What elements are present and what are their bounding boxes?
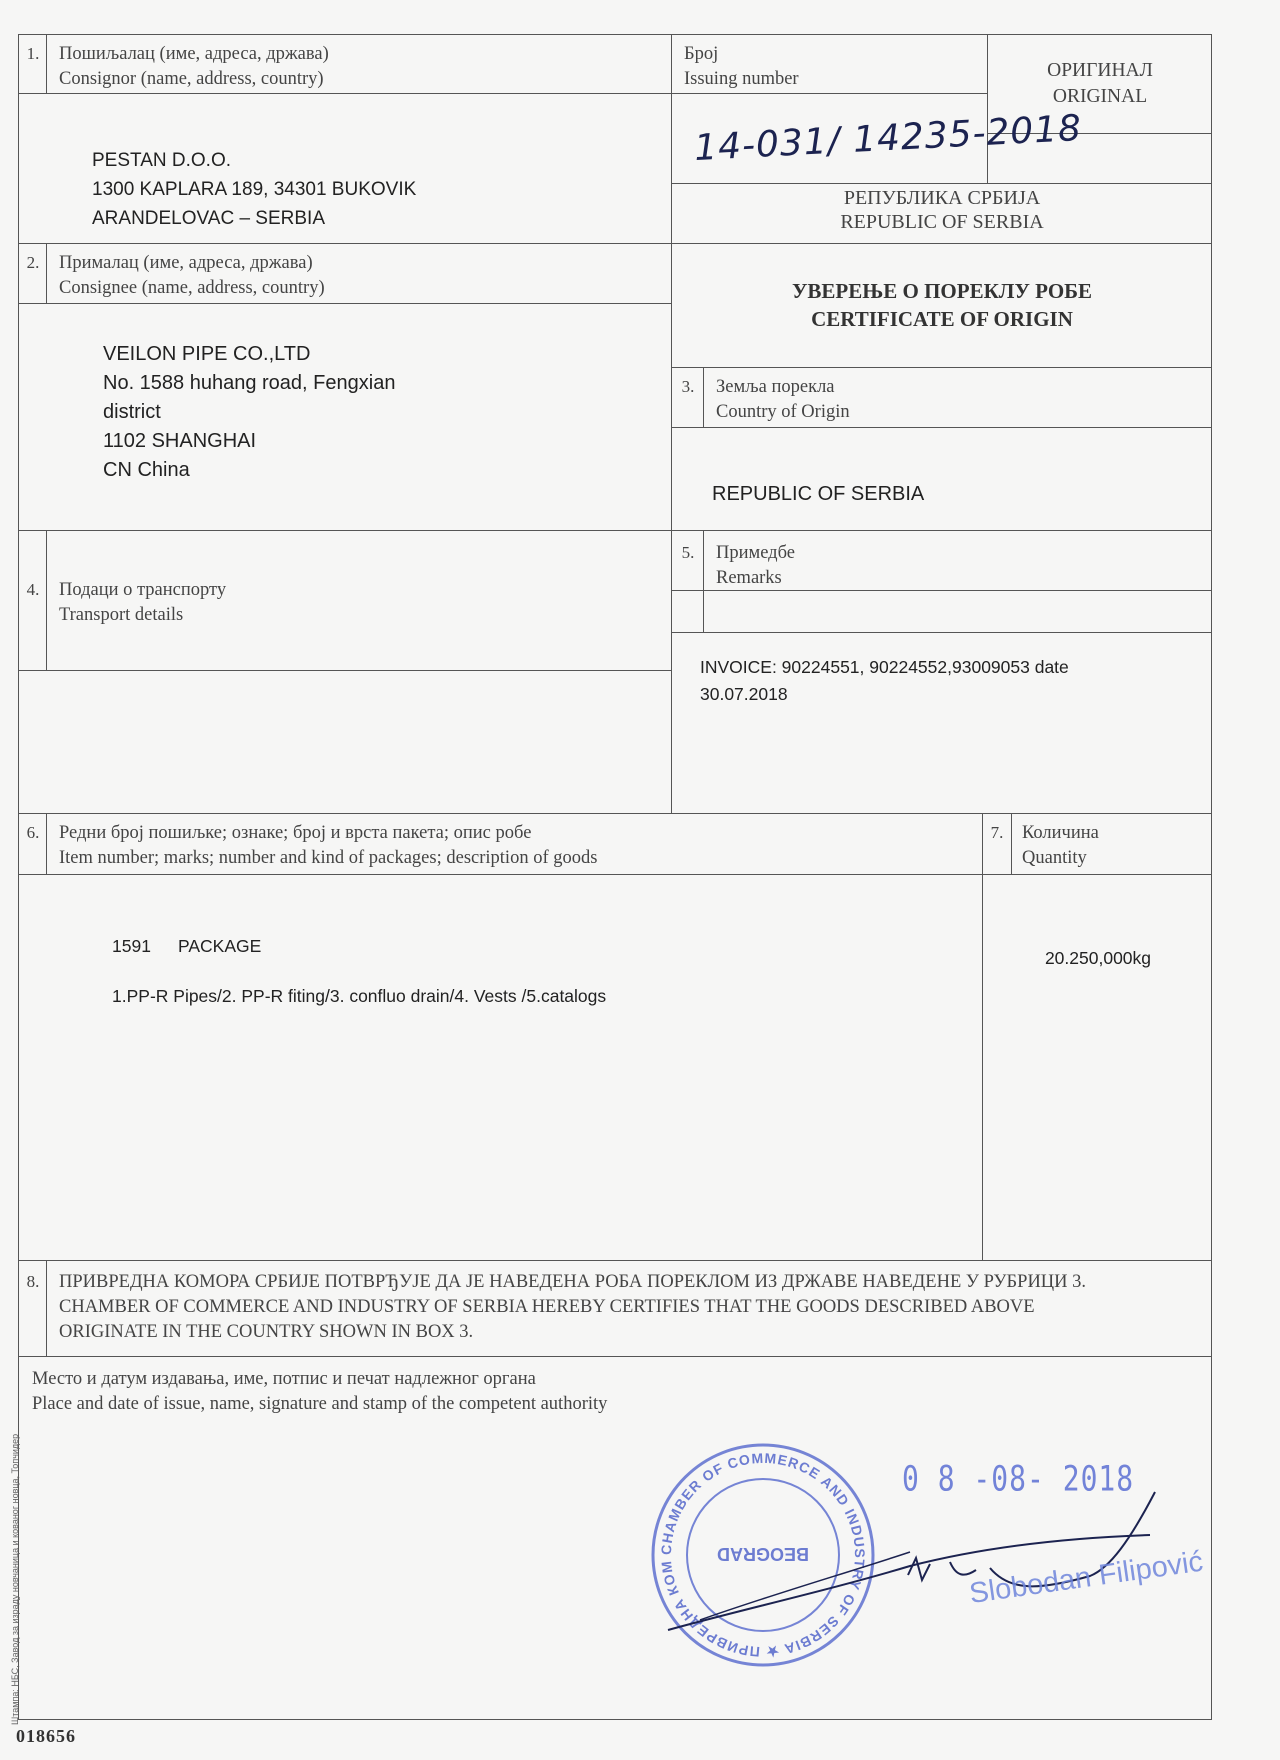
divider — [982, 813, 983, 1260]
box6-label-sr: Редни број пошиљке; ознаке; број и врста пакета; опис робе — [59, 823, 532, 843]
divider — [671, 427, 1212, 428]
divider — [671, 632, 1212, 633]
box3-label-en: Country of Origin — [716, 402, 850, 422]
box5-label-en: Remarks — [716, 568, 782, 588]
box8-statement-sr: ПРИВРЕДНА КОМОРА СРБИЈЕ ПОТВРЂУЈЕ ДА ЈЕ НАВЕДЕНА РОБА ПОРЕКЛОМ ИЗ ДРЖАВЕ НАВЕДЕНЕ У РУБРИЦИ 3. — [59, 1272, 1087, 1292]
stamp-ring-text: CHAMBER OF COMMERCE AND INDUSTRY OF SERBIA ★ ПРИВРЕДНА КОМ — [657, 1449, 869, 1661]
consignor-address — [92, 146, 416, 233]
divider — [18, 243, 1212, 244]
remarks-line: 30.07.2018 — [700, 684, 788, 704]
box4-number: 4. — [26, 580, 40, 599]
place-label-en: Place and date of issue, name, signature and stamp of the competent authority — [32, 1394, 608, 1414]
divider — [18, 813, 1212, 814]
divider — [703, 530, 704, 632]
serial-number: 018656 — [16, 1726, 76, 1746]
divider — [46, 34, 47, 93]
box1-number: 1. — [26, 44, 40, 63]
consignee-line: VEILON PIPE CO.,LTD — [103, 343, 311, 365]
consignee-line: district — [103, 401, 161, 423]
box5-label-sr: Примедбе — [716, 543, 795, 563]
box2-number: 2. — [26, 253, 40, 272]
box6-label-en: Item number; marks; number and kind of packages; description of goods — [59, 848, 598, 868]
divider — [18, 530, 1212, 531]
box3-number: 3. — [681, 377, 695, 396]
divider — [18, 874, 1212, 875]
box4-label-sr: Подаци о транспорту — [59, 580, 227, 600]
consignor-line: PESTAN D.O.O. — [92, 150, 232, 171]
box6-number: 6. — [26, 823, 40, 842]
divider — [46, 530, 47, 670]
divider — [18, 303, 671, 304]
box3-label-sr: Земља порекла — [716, 377, 835, 397]
box8-statement-en: CHAMBER OF COMMERCE AND INDUSTRY OF SERBIA HEREBY CERTIFIES THAT THE GOODS DESCRIBED ABOVE — [59, 1297, 1035, 1317]
quantity-value: 20.250,000kg — [1044, 948, 1152, 968]
divider — [703, 367, 704, 427]
signatory-name-stamp: Slobodan Filipović — [967, 1545, 1205, 1611]
divider — [18, 93, 671, 94]
place-label-sr: Место и датум издавања, име, потпис и печат надлежног органа — [32, 1369, 536, 1389]
original-label-sr: ОРИГИНАЛ — [1047, 60, 1153, 81]
box2-label-sr: Прималац (име, адреса, држава) — [59, 253, 313, 273]
certificate-title-en: CERTIFICATE OF ORIGIN — [811, 307, 1073, 331]
issuing-label-sr: Број — [684, 44, 719, 64]
divider — [1011, 813, 1012, 874]
divider — [18, 670, 671, 671]
country-of-origin: REPUBLIC OF SERBIA — [712, 483, 925, 505]
republic-sr: РЕПУБЛИКА СРБИЈА — [843, 187, 1041, 209]
printer-note: Штампа: НБС, Завод за израду новчаница и кованог новца, Топчидер — [10, 1433, 20, 1725]
divider — [18, 1356, 1212, 1357]
divider — [671, 93, 987, 94]
remarks-line: INVOICE: 90224551, 90224552,93009053 date — [700, 657, 1069, 677]
stamp-center-text: BEOGRAD — [716, 1544, 810, 1564]
republic-en: REPUBLIC OF SERBIA — [840, 211, 1044, 233]
box2-label-en: Consignee (name, address, country) — [59, 278, 325, 298]
box5-number: 5. — [681, 543, 695, 562]
certificate-title-sr: УВЕРЕЊЕ О ПОРЕКЛУ РОБЕ — [791, 279, 1093, 303]
box7-number: 7. — [990, 823, 1004, 842]
box7-label-sr: Количина — [1022, 823, 1099, 843]
divider — [18, 1260, 1212, 1261]
remarks — [700, 654, 1069, 708]
box7-label-en: Quantity — [1022, 848, 1087, 868]
issue-date-stamp: 0 8 -08- 2018 — [902, 1457, 1135, 1500]
package-kind: PACKAGE — [178, 936, 262, 956]
issuing-label-en: Issuing number — [684, 69, 799, 89]
box8-statement-en-2: ORIGINATE IN THE COUNTRY SHOWN IN BOX 3. — [59, 1322, 474, 1342]
issuing-number: 14-031/ 14235-2018 — [693, 107, 1084, 170]
divider — [671, 367, 1212, 368]
consignee-line: 1102 SHANGHAI — [103, 430, 257, 452]
box1-label-en: Consignor (name, address, country) — [59, 69, 324, 89]
divider — [671, 34, 672, 813]
consignor-line: 1300 KAPLARA 189, 34301 BUKOVIK — [92, 179, 417, 200]
consignee-line: No. 1588 huhang road, Fengxian — [103, 372, 396, 394]
consignee-address — [103, 340, 395, 485]
original-label-en: ORIGINAL — [1052, 86, 1148, 107]
box4-label-en: Transport details — [59, 605, 184, 625]
divider — [46, 813, 47, 874]
divider — [46, 1260, 47, 1356]
consignee-line: CN China — [103, 459, 190, 481]
box1-label-sr: Пошиљалац (име, адреса, држава) — [59, 44, 329, 64]
divider — [671, 183, 1212, 184]
consignor-line: ARANDELOVAC – SERBIA — [92, 208, 326, 229]
divider — [46, 243, 47, 303]
box8-number: 8. — [26, 1272, 40, 1291]
goods-description: 1.PP-R Pipes/2. PP-R fiting/3. confluo drain/4. Vests /5.catalogs — [112, 986, 607, 1006]
package-count: 1591 — [112, 936, 151, 956]
